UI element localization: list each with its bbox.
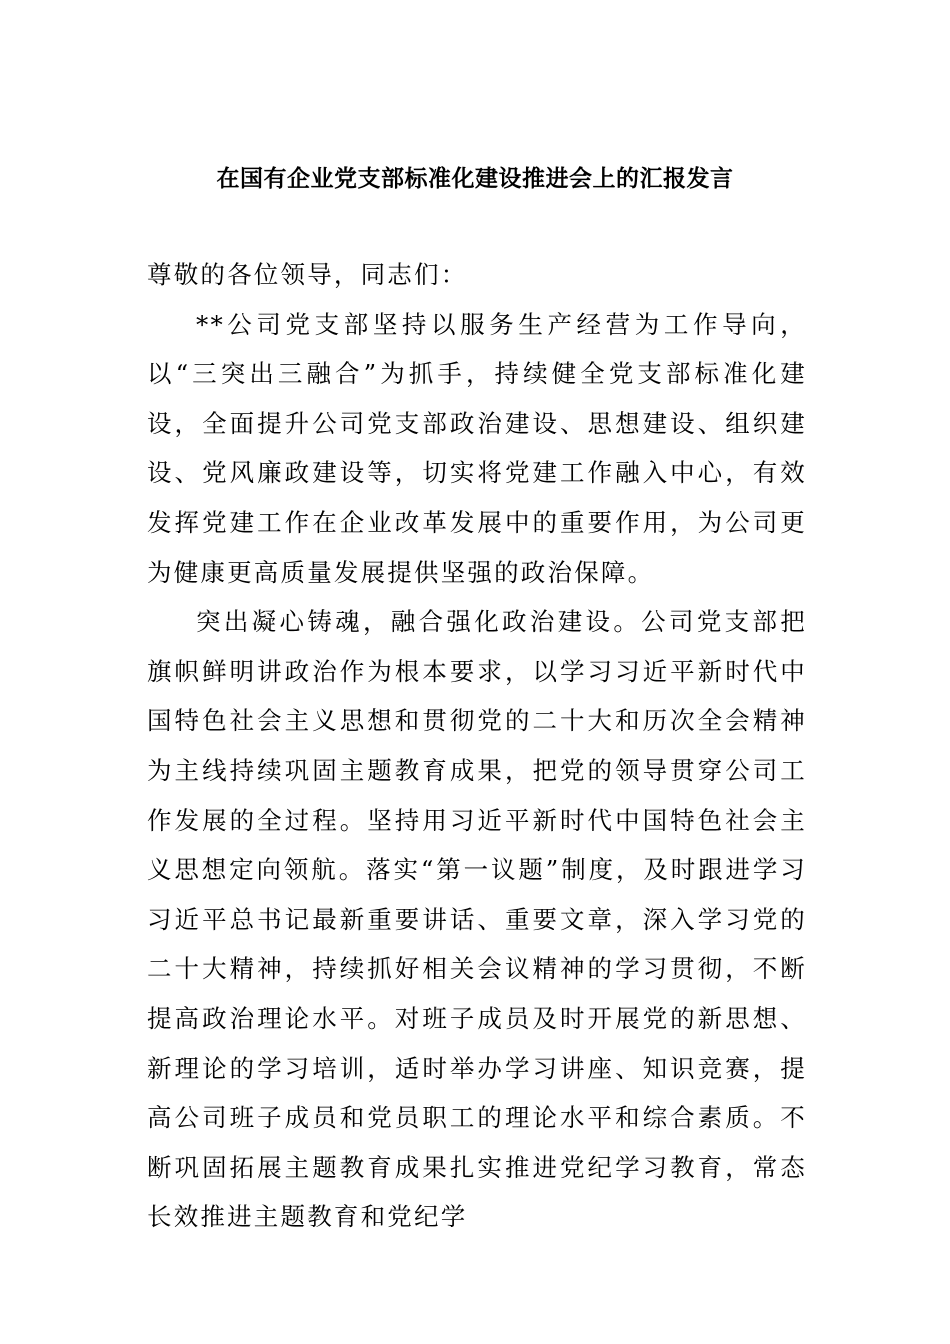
paragraph-intro: **公司党支部坚持以服务生产经营为工作导向，以“三突出三融合”为抓手，持续健全党支部标准化建设，全面提升公司党支部政治建设、思想建设、组织建设、党风廉政建设等，切实将党建工作融入中心，有效发挥党建工作在企业改革发展中的重要作用，为公司更为健康更高质量发展提供坚强的政治保障。	[147, 309, 807, 587]
document-title: 在国有企业党支部标准化建设推进会上的汇报发言	[216, 165, 734, 192]
paragraph-political-building: 突出凝心铸魂，融合强化政治建设。公司党支部把旗帜鲜明讲政治作为根本要求，以学习习近平新时代中国特色社会主义思想和贯彻党的二十大和历次全会精神为主线持续巩固主题教育成果，把党的领导贯穿公司工作发展的全过程。坚持用习近平新时代中国特色社会主义思想定向领航。落实“第一议题”制度，及时跟进学习习近平总书记最新重要讲话、重要文章，深入学习党的二十大精神，持续抓好相关会议精神的学习贯彻，不断提高政治理论水平。对班子成员及时开展党的新思想、新理论的学习培训，适时举办学习讲座、知识竞赛，提高公司班子成员和党员职工的理论水平和综合素质。不断巩固拓展主题教育成果扎实推进党纪学习教育，常态长效推进主题教育和党纪学	[147, 607, 807, 1232]
document-body	[147, 250, 807, 1242]
salutation: 尊敬的各位领导，同志们：	[147, 260, 468, 289]
